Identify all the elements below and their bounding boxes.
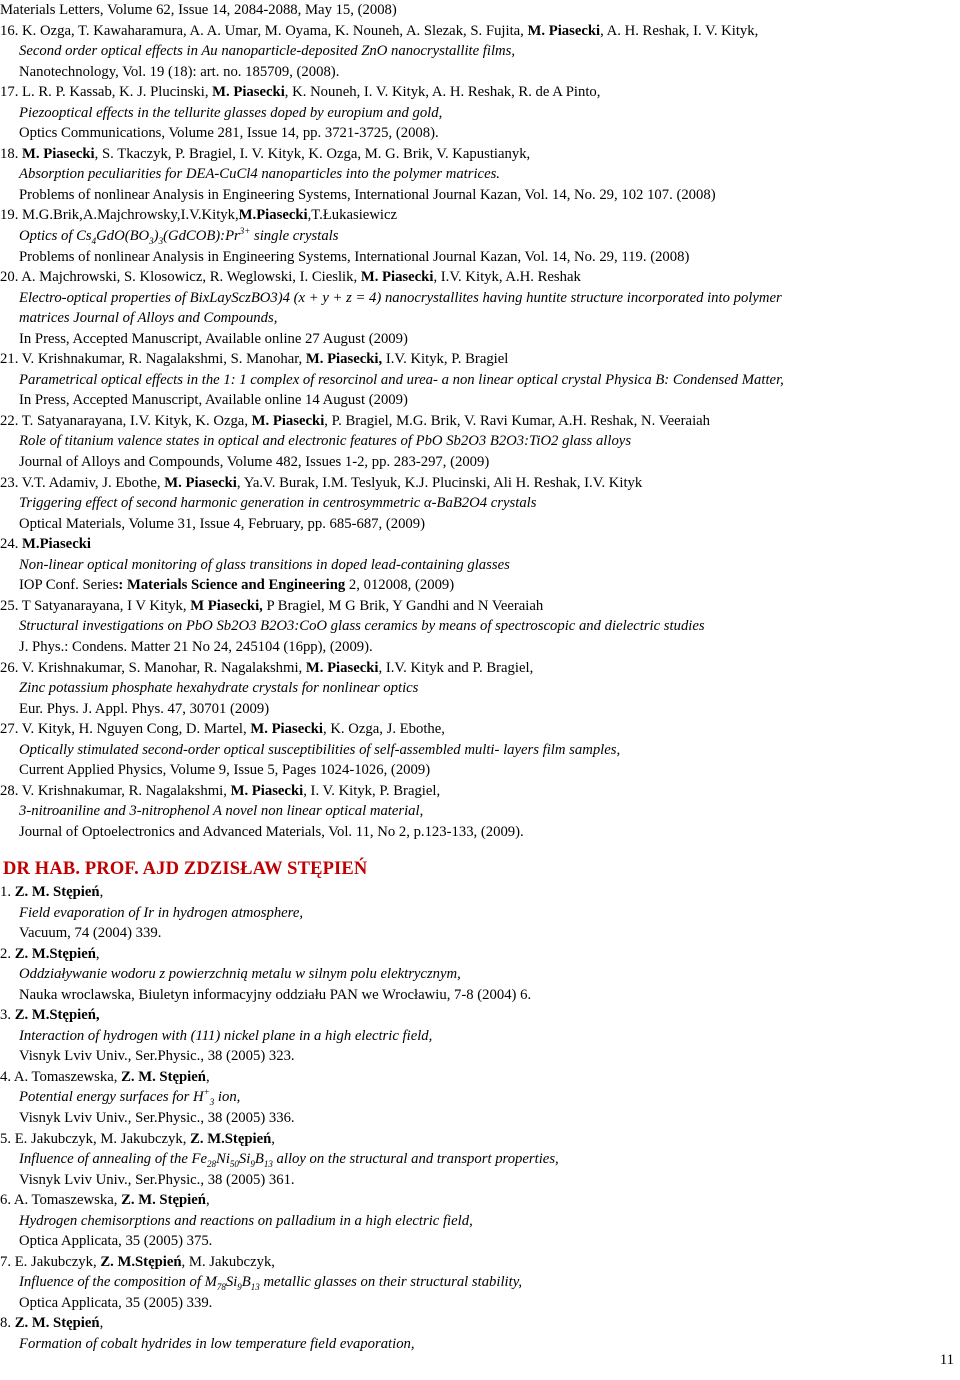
top-line-28: IOP Conf. Series: Materials Science and Engineering 2, 012008, (2009) [19,577,455,594]
top-line-8: Absorption peculiarities for DEA-CuCl4 nanoparticles into the polymer matrices. [19,166,500,183]
top-line-14: Electro-optical properties of BixLaySczBO3)4 (x + y + z = 4) nanocrystallites having huntite structure incorporated into polymer [19,289,782,306]
bottom-line-16: Hydrogen chemisorptions and reactions on palladium in a high electric field, [19,1212,473,1229]
top-line-9: Problems of nonlinear Analysis in Engineering Systems, International Journal Kazan, Vol. 14, No. 29, 102 107. (2008) [19,186,716,203]
bottom-line-20: Optica Applicata, 35 (2005) 339. [19,1294,213,1311]
top-line-12: Problems of nonlinear Analysis in Engineering Systems, International Journal Kazan, Vol. 14, No. 29, 119. (2008) [19,248,690,265]
top-line-21: Role of titanium valence states in optical and electronic features of PbO Sb2O3 B2O3:TiO2 glass alloys [19,433,632,450]
bottom-line-13: Influence of annealing of the $Fe_{28}Ni_{50}Si_9B_{13}$ alloy on the structural and transport properties, [19,1151,559,1170]
bottom-line-9: 4. A. Tomaszewska, Z. M. Stępień, [0,1068,210,1085]
bottom-line-0: 1. Z. M. Stępień, [0,884,104,900]
bottom-line-8: Visnyk Lviv Univ., Ser.Physic., 38 (2005) 323. [19,1048,295,1065]
bottom-line-12: 5. E. Jakubczyk, M. Jakubczyk, Z. M.Stępień, [0,1130,275,1147]
top-line-38: 28. V. Krishnakumar, R. Nagalakshmi, M. Piasecki, I. V. Kityk, P. Bragiel, [0,782,441,799]
top-line-0: Materials Letters, Volume 62, Issue 14, 2084-2088, May 15, (2008) [0,2,397,18]
top-line-27: Non-linear optical monitoring of glass transitions in doped lead-containing glasses [19,556,510,573]
top-line-1: 16. K. Ozga, T. Kawaharamura, A. A. Umar, M. Oyama, K. Nouneh, A. Slezak, S. Fujita, M. Piasecki, A. H. Reshak, I. V. Kityk, [0,22,759,39]
top-line-19: In Press, Accepted Manuscript, Available online 14 August (2009) [19,392,408,409]
bottom-line-3: 2. Z. M.Stępień, [0,945,100,962]
top-line-25: Optical Materials, Volume 31, Issue 4, February, pp. 685-687, (2009) [19,515,426,532]
top-line-33: Zinc potassium phosphate hexahydrate crystals for nonlinear optics [19,680,419,697]
top-line-23: 23. V.T. Adamiv, J. Ebothe, M. Piasecki, Ya.V. Burak, I.M. Teslyuk, K.J. Plucinski, Ali H. Reshak, I.V. Kityk [0,474,643,491]
top-line-20: 22. T. Satyanarayana, I.V. Kityk, K. Ozga, M. Piasecki, P. Bragiel, M.G. Brik, V. Ravi Kumar, A.H. Reshak, N. Veeraiah [0,412,711,429]
top-line-7: 18. M. Piasecki, S. Tkaczyk, P. Bragiel, I. V. Kityk, K. Ozga, M. G. Brik, V. Kapustianyk, [0,145,531,162]
top-line-32: 26. V. Krishnakumar, S. Manohar, R. Nagalakshmi, M. Piasecki, I.V. Kityk and P. Bragiel, [0,659,534,676]
top-line-24: Triggering effect of second harmonic generation in centrosymmetric α-BaB2O4 crystals [19,495,537,512]
top-line-5: Piezooptical effects in the tellurite glasses doped by europium and gold, [19,104,443,121]
section-heading: DR HAB. PROF. AJD ZDZISŁAW STĘPIEŃ [3,859,368,879]
publication-list-stepien [0,882,960,1355]
top-line-10: 19. M.G.Brik,A.Majchrowsky,I.V.Kityk,M.Piasecki,T.Łukasiewicz [0,207,398,224]
top-line-6: Optics Communications, Volume 281, Issue 14, pp. 3721-3725, (2008). [19,125,439,142]
top-line-26: 24. M.Piasecki [0,536,91,553]
top-line-31: J. Phys.: Condens. Matter 21 No 24, 245104 (16pp), (2009). [19,638,373,655]
top-line-34: Eur. Phys. J. Appl. Phys. 47, 30701 (2009) [19,700,270,717]
top-line-13: 20. A. Majchrowski, S. Klosowicz, R. Weglowski, I. Cieslik, M. Piasecki, I.V. Kityk, A.H. Reshak [0,269,581,286]
bottom-line-10: Potential energy surfaces for $H^+_3$ ion, [19,1087,241,1108]
top-line-11: Optics of $Cs_4GdO(BO_3)_3(GdCOB):Pr^{3+}$ single crystals [19,226,339,246]
top-line-39: 3-nitroaniline and 3-nitrophenol A novel non linear optical material, [19,803,424,820]
top-line-18: Parametrical optical effects in the 1: 1 complex of resorcinol and urea- a non linear optical crystal Physica B: Condensed Matter, [19,371,784,388]
top-line-35: 27. V. Kityk, H. Nguyen Cong, D. Martel, M. Piasecki, K. Ozga, J. Ebothe, [0,721,445,738]
bottom-line-5: Nauka wroclawska, Biuletyn informacyjny oddziału PAN we Wrocławiu, 7-8 (2004) 6. [19,986,532,1003]
top-line-36: Optically stimulated second-order optical susceptibilities of self-assembled multi- layers film samples, [19,741,621,758]
top-line-29: 25. T Satyanarayana, I V Kityk, M Piasecki, P Bragiel, M G Brik, Y Gandhi and N Veeraiah [0,597,544,614]
top-line-15: matrices Journal of Alloys and Compounds, [19,310,278,327]
bottom-line-1: Field evaporation of Ir in hydrogen atmosphere, [19,904,304,921]
top-line-4: 17. L. R. P. Kassab, K. J. Plucinski, M. Piasecki, K. Nouneh, I. V. Kityk, A. H. Reshak, R. de A Pinto, [0,84,601,101]
page-number: 11 [939,1352,954,1368]
top-line-30: Structural investigations on PbO Sb2O3 B2O3:CoO glass ceramics by means of spectroscopic and dielectric studies [19,618,705,635]
bottom-line-2: Vacuum, 74 (2004) 339. [19,925,162,942]
bottom-line-15: 6. A. Tomaszewska, Z. M. Stępień, [0,1192,210,1209]
top-line-22: Journal of Alloys and Compounds, Volume 482, Issues 1-2, pp. 283-297, (2009) [19,454,490,471]
bottom-line-21: 8. Z. M. Stępień, [0,1315,104,1332]
bottom-line-22: Formation of cobalt hydrides in low temperature field evaporation, [19,1336,415,1353]
top-line-17: 21. V. Krishnakumar, R. Nagalakshmi, S. Manohar, M. Piasecki, I.V. Kityk, P. Bragiel [0,351,509,368]
top-line-3: Nanotechnology, Vol. 19 (18): art. no. 185709, (2008). [19,63,340,80]
bottom-line-7: Interaction of hydrogen with (111) nickel plane in a high electric field, [19,1027,433,1044]
bottom-line-14: Visnyk Lviv Univ., Ser.Physic., 38 (2005) 361. [19,1171,295,1188]
bottom-line-6: 3. Z. M.Stępień, [0,1007,100,1024]
top-line-37: Current Applied Physics, Volume 9, Issue 5, Pages 1024-1026, (2009) [19,762,431,779]
bottom-line-4: Oddziaływanie wodoru z powierzchnią metalu w silnym polu elektrycznym, [19,966,461,983]
bottom-line-18: 7. E. Jakubczyk, Z. M.Stępień, M. Jakubczyk, [0,1253,275,1270]
bottom-line-17: Optica Applicata, 35 (2005) 375. [19,1233,213,1250]
bottom-line-19: Influence of the composition of $M_{78}Si_9B_{13}$ metallic glasses on their structural stability, [19,1274,523,1293]
top-line-16: In Press, Accepted Manuscript, Available online 27 August (2009) [19,330,408,347]
bottom-line-11: Visnyk Lviv Univ., Ser.Physic., 38 (2005) 336. [19,1110,295,1127]
top-line-2: Second order optical effects in Au nanoparticle-deposited ZnO nanocrystallite films, [19,43,516,60]
top-line-40: Journal of Optoelectronics and Advanced Materials, Vol. 11, No 2, p.123-133, (2009). [19,823,524,840]
